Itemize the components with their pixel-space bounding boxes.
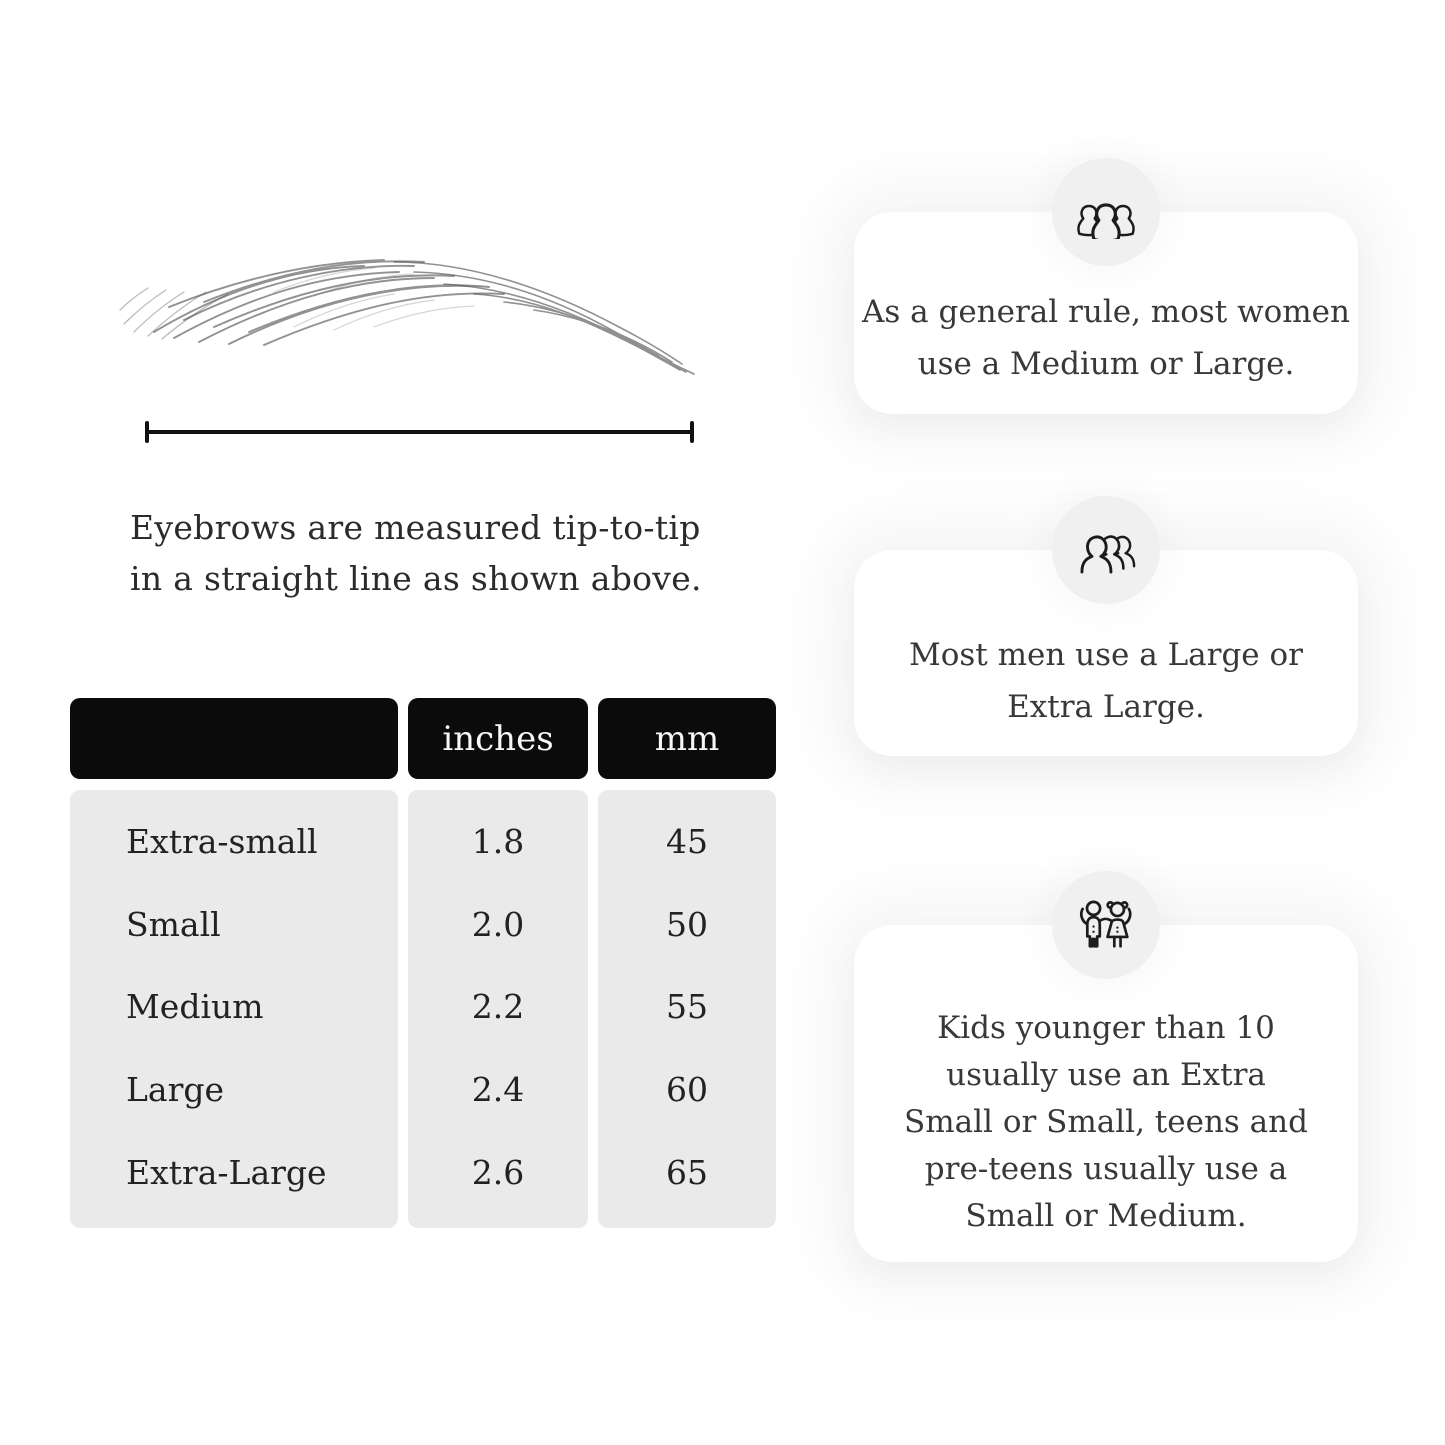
table-cell-size: Small — [126, 904, 221, 944]
table-cell-inches: 2.4 — [471, 1070, 525, 1110]
table-column-sizes — [70, 790, 398, 1228]
card-text-line: Small or Medium. — [965, 1198, 1247, 1234]
table-cell-mm: 45 — [666, 821, 708, 861]
women-group-icon — [1072, 185, 1140, 239]
men-group-icon — [1072, 523, 1140, 577]
card-text-line: Small or Small, teens and — [904, 1104, 1308, 1140]
card-text-line: use a Medium or Large. — [917, 346, 1295, 382]
measurement-ruler — [145, 421, 694, 443]
table-cell-size: Extra-Large — [126, 1153, 327, 1193]
eyebrow-illustration — [113, 232, 705, 382]
table-cell-inches: 2.6 — [471, 1153, 525, 1193]
ruler-bar — [149, 430, 690, 434]
info-card-women — [854, 212, 1358, 414]
card-text-line: As a general rule, most women — [862, 294, 1350, 330]
table-column-inches — [408, 790, 588, 1228]
card-text-line: pre-teens usually use a — [924, 1151, 1288, 1187]
table-cell-mm: 65 — [666, 1153, 708, 1193]
size-table — [70, 698, 776, 1228]
table-cell-mm: 60 — [666, 1070, 708, 1110]
caption-line: in a straight line as shown above. — [130, 559, 702, 598]
size-table-header — [70, 698, 776, 779]
info-card-men — [854, 550, 1358, 756]
card-text-line: Kids younger than 10 — [937, 1010, 1275, 1046]
size-table-body — [70, 790, 776, 1228]
table-cell-size: Large — [126, 1070, 225, 1110]
icon-circle — [1052, 496, 1160, 604]
icon-circle — [1052, 871, 1160, 979]
table-cell-inches: 2.2 — [471, 987, 525, 1027]
table-cell-inches: 1.8 — [471, 821, 525, 861]
icon-circle — [1052, 158, 1160, 266]
table-header-inches: inches — [408, 698, 588, 779]
card-text-line: Most men use a Large or — [908, 637, 1303, 673]
table-cell-mm: 55 — [666, 987, 708, 1027]
table-cell-size: Extra-small — [126, 821, 318, 861]
card-text-line: Extra Large. — [1007, 689, 1205, 725]
ruler-right-tick — [690, 421, 694, 443]
table-header-size — [70, 698, 398, 779]
kids-icon — [1072, 898, 1140, 952]
table-cell-inches: 2.0 — [471, 904, 525, 944]
table-cell-size: Medium — [126, 987, 264, 1027]
caption-line: Eyebrows are measured tip-to-tip — [130, 508, 701, 547]
table-header-mm: mm — [598, 698, 776, 779]
table-cell-mm: 50 — [666, 904, 708, 944]
card-text-line: usually use an Extra — [946, 1057, 1266, 1093]
info-card-kids — [854, 925, 1358, 1262]
measurement-caption — [130, 502, 770, 604]
table-column-mm — [598, 790, 776, 1228]
